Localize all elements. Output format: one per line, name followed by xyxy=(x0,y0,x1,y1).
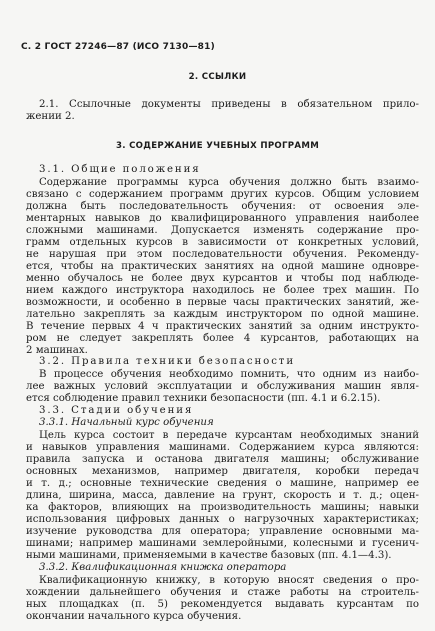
paragraph-line: возможности, и особенно в первые часы практических занятий, же- xyxy=(26,297,419,308)
paragraph-line: и навыков управления машинами. Содержанием курса являются: xyxy=(26,442,419,453)
section-3-title: 3. СОДЕРЖАНИЕ УЧЕБНЫХ ПРОГРАММ xyxy=(115,141,320,151)
paragraph-line: должна быть последовательность обучения: от освоения эле- xyxy=(26,201,419,212)
paragraph-line: Содержание программы курса обучения должно быть взаимо- xyxy=(39,177,419,188)
paragraph-line: В течение первых 4 ч практических занятий за одним инструкто- xyxy=(26,321,419,332)
paragraph-line: грамм отдельных курсов в зависимости от конкретных условий, xyxy=(26,237,419,248)
paragraph-line: длина, ширина, масса, давление на грунт, скорость и т. д.; оцен- xyxy=(26,490,419,501)
paragraph-line: не нарушая при этом последовательности обучения. Рекоменду- xyxy=(26,249,419,260)
paragraph-line: хождении дальнейшего обучения и стаже работы на строитель- xyxy=(26,587,419,598)
paragraph-line: ка факторов, влияющих на производительность машины; навыки xyxy=(26,502,419,513)
subsection-3-3-2-heading: 3.3.2. Квалификационная книжка оператора xyxy=(39,562,287,573)
paragraph-line: ется, чтобы на практических занятиях на одной машине одновре- xyxy=(26,261,419,272)
paragraph-line: Квалификационную книжку, в которую вносят сведения о про- xyxy=(39,575,419,586)
paragraph-line: ными машинами, применяемыми в качестве базовых (пп. 4.1—4.3). xyxy=(26,550,392,561)
section-2-line: жении 2. xyxy=(26,111,75,122)
paragraph-line: Цель курса состоит в передаче курсантам необходимых знаний xyxy=(39,430,419,441)
paragraph-line: основных механизмов, например двигателя, коробки передач xyxy=(26,466,419,477)
paragraph-line: и т. д.; основные технические сведения о машине, например ее xyxy=(26,478,419,489)
subsection-3-3-heading: 3.3. Стадии обучения xyxy=(39,405,194,416)
paragraph-line: использования цифровых данных о нагрузочных характеристиках; xyxy=(26,514,419,525)
paragraph-line: В процессе обучения необходимо помнить, что одним из наибо- xyxy=(39,369,419,380)
paragraph-line: 2 машинах. xyxy=(26,345,88,356)
page-header: С. 2 ГОСТ 27246—87 (ИСО 7130—81) xyxy=(21,42,215,52)
paragraph-line: связано с содержанием программ других курсов. Общим условием xyxy=(26,189,419,200)
paragraph-line: сложными машинами. Допускается изменять содержание про- xyxy=(26,225,419,236)
paragraph-line: правила запуска и останова двигателя машины; обслуживание xyxy=(26,454,419,465)
section-2-title: 2. ССЫЛКИ xyxy=(188,72,247,82)
section-2-line: 2.1. Ссылочные документы приведены в обязательном прило- xyxy=(39,99,419,110)
paragraph-line: ментарных навыков до квалифицированного управления наиболее xyxy=(26,213,419,224)
paragraph-line: ных площадках (п. 5) рекомендуется выдавать курсантам по xyxy=(26,599,419,610)
paragraph-line: изучение руководства для оператора; управление основными ма- xyxy=(26,526,419,537)
subsection-3-1-heading: 3.1. Общие положения xyxy=(39,164,201,175)
paragraph-line: нием каждого инструктора находилось не более трех машин. По xyxy=(26,285,419,296)
paragraph-line: менно обучалось не более двух курсантов и чтобы под наблюде- xyxy=(26,273,419,284)
paragraph-line: ется соблюдение правил техники безопасности (пп. 4.1 и 6.2.15). xyxy=(26,393,381,404)
paragraph-line: лательно закреплять за каждым инструктором по одной машине. xyxy=(26,309,419,320)
paragraph-line: ром не следует закреплять более 4 курсантов, работающих на xyxy=(26,333,419,344)
paragraph-line: шинами; например машинами землеройными, колесными и гусенич- xyxy=(26,538,419,549)
paragraph-line: лее важных условий эксплуатации и обслуживания машин явля- xyxy=(26,381,419,392)
paragraph-line: окончании начального курса обучения. xyxy=(26,611,242,622)
subsection-3-2-heading: 3.2. Правила техники безопасности xyxy=(39,356,296,367)
subsection-3-3-1-heading: 3.3.1. Начальный курс обучения xyxy=(39,417,214,428)
